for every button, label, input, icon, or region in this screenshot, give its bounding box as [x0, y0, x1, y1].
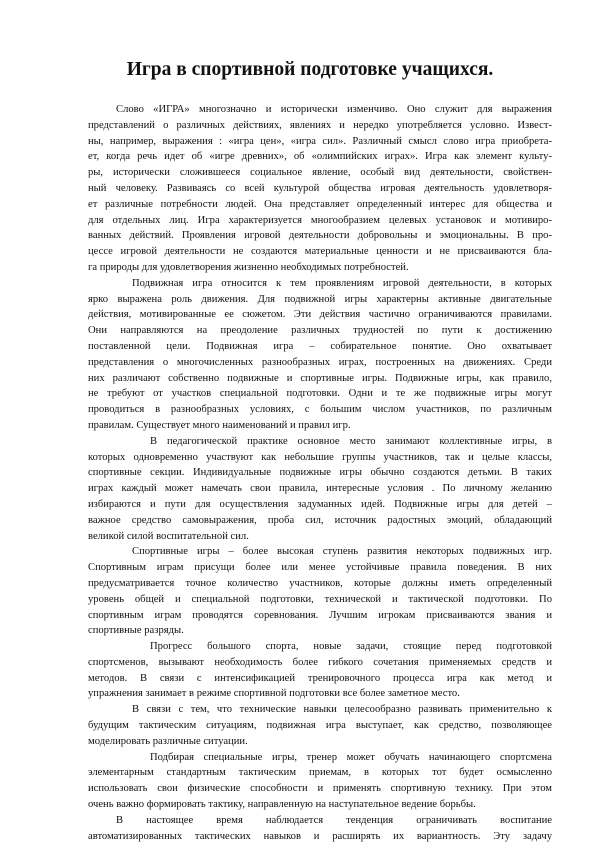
text-line: моделировать различные ситуации. [88, 735, 248, 747]
text-line: очень важно формировать тактику, направленную на наступательное ведение борьбы. [88, 799, 476, 811]
paragraph [88, 434, 552, 545]
text-line: которых одновременно участвуют как небольшие группы участников, так и целые классы, [88, 451, 552, 463]
text-line: методов. В связи с интенсификацией тренировочного процесса игра как метод и [88, 672, 552, 684]
text-line: действия, мотивированные ее сюжетом. Эти действия частично ограничиваются правилами. [88, 309, 552, 321]
text-line: спортивным играм проводятся соревнования. Лучшим игрокам присваиваются звания и [88, 609, 552, 621]
text-line: использовать свои физические способности и применять спортивную технику. При этом [88, 783, 552, 795]
text-line: упражнения занимает в режиме спортивной подготовки все более заметное место. [88, 688, 460, 700]
text-line: Подбирая специальные игры, тренер может обучать начинающего спортсмена [150, 751, 552, 763]
text-line: Спортивные игры – более высокая ступень развития некоторых подвижных игр. [132, 546, 552, 558]
text-line: не требуют от участков специальной подготовки. Одни и те же подвижные игры могут [88, 388, 552, 400]
text-line: Слово «ИГРА» многозначно и исторически изменчиво. Оно служит для выражения [116, 104, 552, 115]
text-line: представлений о различных действиях, явлениях и нередко употребляется условно. Извест- [88, 119, 552, 131]
paragraph [88, 544, 552, 639]
text-line: спортсменов, вызывают необходимость более гибкого сочетания применяемых средств и [88, 656, 552, 668]
text-line: великой силой воспитательной сил. [88, 530, 249, 542]
text-line: предусматривается точное количество участников, которые должны иметь определенный [88, 577, 552, 589]
paragraph [88, 813, 552, 844]
text-line: представления о многочисленных разнообразных играх, построенных на движениях. Среди [88, 356, 552, 368]
text-line: играх каждый может намечать свои правила, интересные условия . По личному желанию [88, 483, 552, 495]
paragraph [88, 702, 552, 749]
text-line: ет различные потребности людей. Она представляет определенный интерес для общества и [88, 198, 552, 210]
text-line: ет, когда речь идет об «игре древних», об «олимпийских играх». Игра как элемент культу- [88, 151, 552, 163]
paragraph [88, 102, 552, 276]
text-line: спортивные разряды. [88, 625, 184, 637]
text-line: ярко выражена роль движения. Для подвижной игры характерны активные двигательные [88, 293, 552, 305]
text-line: В настоящее время наблюдается тенденция ограничивать воспитание [116, 814, 552, 826]
text-line: уровень общей и специальной подготовки, технической и тактической подготовки. По [88, 593, 552, 605]
text-line: ванных действий. Проявления игровой деятельности добровольны и эмоциональны. В про- [88, 230, 552, 242]
text-line: ны, например, выражения : «игра цен», «игра сил». Различный смысл слово игра приобрета- [88, 135, 552, 147]
text-line: га природы для удовлетворения жизненно необходимых потребностей. [88, 261, 409, 273]
text-line: ры, исторически сложившееся социальное явление, особый вид деятельности, свойствен- [88, 167, 552, 179]
text-line: поставленной цели. Подвижная игра – собирательное понятие. Оно охватывает [88, 340, 552, 352]
text-line: Прогресс большого спорта, новые задачи, стоящие перед подготовкой [150, 641, 552, 653]
text-line: для отдельных лиц. Игра характеризуется многообразием целевых установок и мотивиро- [88, 214, 552, 226]
text-line: В связи с тем, что технические навыки целесообразно развивать применительно к [132, 704, 552, 716]
text-line: Спортивным играм присущи более или менее устойчивые правила поведения. В них [88, 562, 552, 574]
text-line: избираются и пути для осуществления задуманных идей. Подвижные игры для детей – [88, 498, 552, 510]
text-line: В педагогической практике основное место занимают коллективные игры, в [150, 435, 552, 447]
text-line: Они направляются на преодоление различных трудностей по пути к достижению [88, 325, 552, 337]
text-line: автоматизированных тактических навыков и расширять их вариантность. Эту задачу [88, 830, 552, 842]
text-line: будущим тактическим ситуациям, подвижная игра выступает, как средство, позволяющее [88, 720, 552, 732]
document-title: Игра в спортивной подготовке учащихся. [126, 59, 494, 80]
text-line: них различают собственно подвижные и спортивные игры. Подвижные игры, как правило, [88, 372, 552, 384]
text-line: Подвижная игра относится к тем проявлениям игровой деятельности, в которых [132, 277, 552, 289]
text-line: правилам. Существует много наименований и правил игр. [88, 419, 351, 431]
document-body [88, 102, 552, 844]
text-line: цессе игровой деятельности не создаются материальные ценности и не присваиваются бла- [88, 246, 552, 258]
text-line: проводиться в разнообразных условиях, с большим числом участников, по различным [88, 404, 552, 416]
text-line: спортивные секции. Индивидуальные подвижные игры обычно создаются детьми. В таких [88, 467, 552, 479]
text-line: важное средство самовыражения, проба сил, источник радостных эмоций, обладающий [88, 514, 552, 526]
text-line: элементарным стандартным тактическим приемам, в которых тот будет осмысленно [88, 767, 552, 779]
text-line: ный человеку. Развиваясь со всей культурой общества игровая деятельность удовлетворя- [88, 182, 552, 194]
paragraph [88, 276, 552, 434]
paragraph [88, 750, 552, 813]
paragraph [88, 639, 552, 702]
